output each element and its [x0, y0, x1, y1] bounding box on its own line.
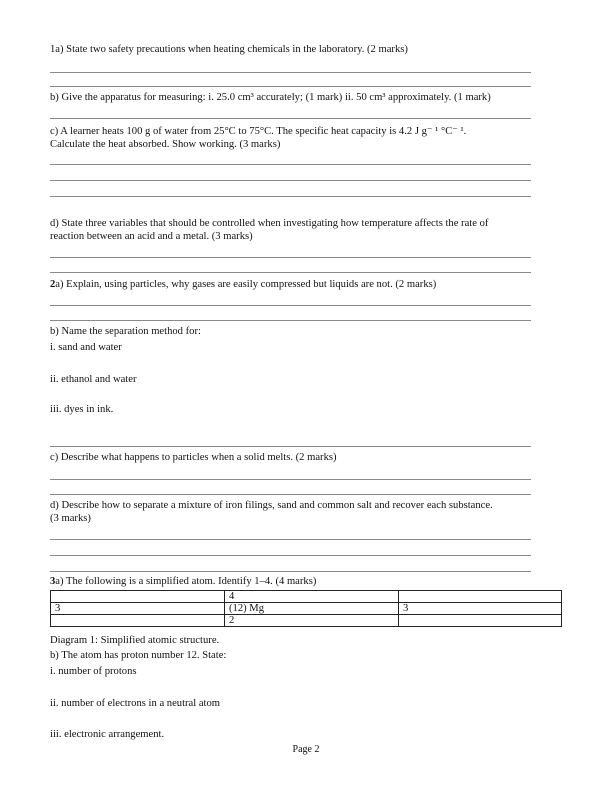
answer-line[interactable] [50, 555, 531, 556]
question-1a: 1a) State two safety precautions when heating chemicals in the laboratory. (2 marks) [50, 44, 408, 55]
question-2d-line1: d) Describe how to separate a mixture of iron filings, sand and common salt and recover each substance. [50, 500, 493, 511]
question-1c-line2: Calculate the heat absorbed. Show working. (3 marks) [50, 139, 281, 150]
answer-line[interactable] [50, 164, 531, 165]
question-2b-ii: ii. ethanol and water [50, 374, 137, 385]
question-2b: b) Name the separation method for: [50, 326, 201, 337]
question-2b-iii: iii. dyes in ink. [50, 404, 114, 415]
table-cell: (12) Mg [225, 603, 399, 615]
answer-line[interactable] [50, 571, 531, 572]
answer-line[interactable] [50, 272, 531, 273]
answer-line[interactable] [50, 539, 531, 540]
answer-line[interactable] [50, 494, 531, 495]
answer-line[interactable] [50, 479, 531, 480]
table-cell: 3 [51, 603, 225, 615]
question-2a [50, 278, 560, 291]
answer-line[interactable] [50, 180, 531, 181]
atom-diagram-table [50, 590, 562, 627]
page-number: Page 2 [292, 744, 320, 755]
answer-line[interactable] [50, 196, 531, 197]
question-1c-line1: c) A learner heats 100 g of water from 25°C to 75°C. The specific heat capacity is 4.2 J g⁻ ¹ °C⁻ ¹. [50, 126, 467, 137]
question-2b-i: i. sand and water [50, 342, 122, 353]
answer-line[interactable] [50, 305, 531, 306]
table-cell [51, 615, 225, 627]
question-1d-line2: reaction between an acid and a metal. (3 marks) [50, 231, 253, 242]
answer-line[interactable] [50, 118, 531, 119]
table-cell [399, 591, 562, 603]
question-2d-line2: (3 marks) [50, 513, 91, 524]
answer-line[interactable] [50, 257, 531, 258]
question-1b: b) Give the apparatus for measuring: i. 25.0 cm³ accurately; (1 mark) ii. 50 cm³ approximately. (1 mark) [50, 92, 491, 103]
question-2c: c) Describe what happens to particles when a solid melts. (2 marks) [50, 452, 337, 463]
diagram-caption: Diagram 1: Simplified atomic structure. [50, 635, 220, 646]
table-cell [399, 615, 562, 627]
question-3b-ii: ii. number of electrons in a neutral atom [50, 698, 221, 709]
table-cell: 3 [399, 603, 562, 615]
answer-line[interactable] [50, 86, 531, 87]
question-3b: b) The atom has proton number 12. State: [50, 650, 227, 661]
table-row [51, 591, 562, 603]
table-cell: 2 [225, 615, 399, 627]
table-cell: 4 [225, 591, 399, 603]
question-number: 2 [50, 279, 56, 290]
question-3b-iii: iii. electronic arrangement. [50, 729, 165, 740]
question-number: 3 [50, 576, 56, 587]
question-1d-line1: d) State three variables that should be controlled when investigating how temperature affects the rate of [50, 218, 489, 229]
table-row [51, 615, 562, 627]
table-cell [51, 591, 225, 603]
answer-line[interactable] [50, 72, 531, 73]
answer-line[interactable] [50, 320, 531, 321]
question-2a-text: a) Explain, using particles, why gases are easily compressed but liquids are not. (2 marks) [55, 279, 437, 290]
question-3a-text: a) The following is a simplified atom. Identify 1–4. (4 marks) [55, 576, 317, 587]
table-row [51, 603, 562, 615]
answer-line[interactable] [50, 446, 531, 447]
question-3a [50, 575, 560, 588]
question-3b-i: i. number of protons [50, 666, 137, 677]
